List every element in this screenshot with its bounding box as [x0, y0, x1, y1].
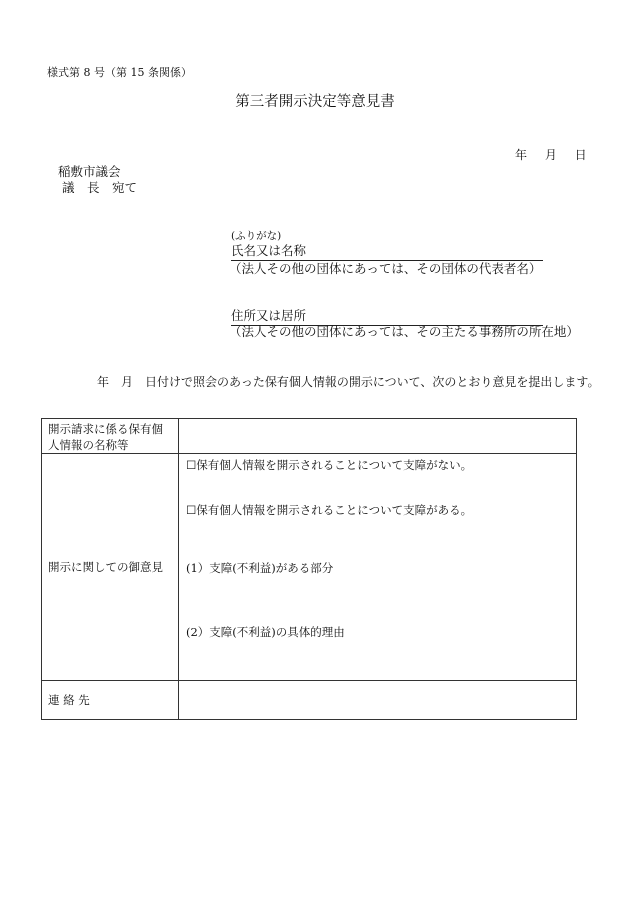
item-specific-reason: (2）支障(不利益)の具体的理由	[186, 625, 345, 639]
furigana-label: (ふりがな)	[231, 230, 282, 242]
opinion-table	[41, 418, 577, 720]
addressee-council: 稲敷市議会	[58, 164, 121, 179]
option-no-issue[interactable]: ☐保有個人情報を開示されることについて支障がない。	[186, 458, 473, 472]
contact-cell[interactable]	[179, 681, 577, 720]
contact-label: 連 絡 先	[42, 681, 179, 720]
opinion-label: 開示に関しての御意見	[42, 454, 179, 681]
date-line: 年 月 日	[515, 148, 587, 162]
document-title: 第三者開示決定等意見書	[235, 94, 395, 110]
item-affected-part: (1）支障(不利益)がある部分	[186, 561, 334, 575]
table-row	[42, 454, 577, 681]
info-name-cell[interactable]	[179, 419, 577, 454]
table-row	[42, 419, 577, 454]
name-field[interactable]: 氏名又は名称	[231, 241, 543, 261]
opinion-cell	[179, 454, 577, 681]
info-name-label: 開示請求に係る保有個人情報の名称等	[42, 419, 179, 454]
form-number: 様式第 8 号（第 15 条関係）	[47, 66, 192, 79]
address-field-note: （法人その他の団体にあっては、その主たる事務所の所在地）	[229, 324, 579, 339]
option-issue[interactable]: ☐保有個人情報を開示されることについて支障がある。	[186, 503, 473, 517]
name-field-note: （法人その他の団体にあっては、その団体の代表者名）	[229, 261, 542, 276]
table-row	[42, 681, 577, 720]
statement-text: 年 月 日付けで照会のあった保有個人情報の開示について、次のとおり意見を提出します。	[97, 375, 600, 389]
address-field[interactable]: 住所又は居所	[231, 306, 543, 326]
addressee-chair: 議 長 宛て	[62, 180, 138, 195]
